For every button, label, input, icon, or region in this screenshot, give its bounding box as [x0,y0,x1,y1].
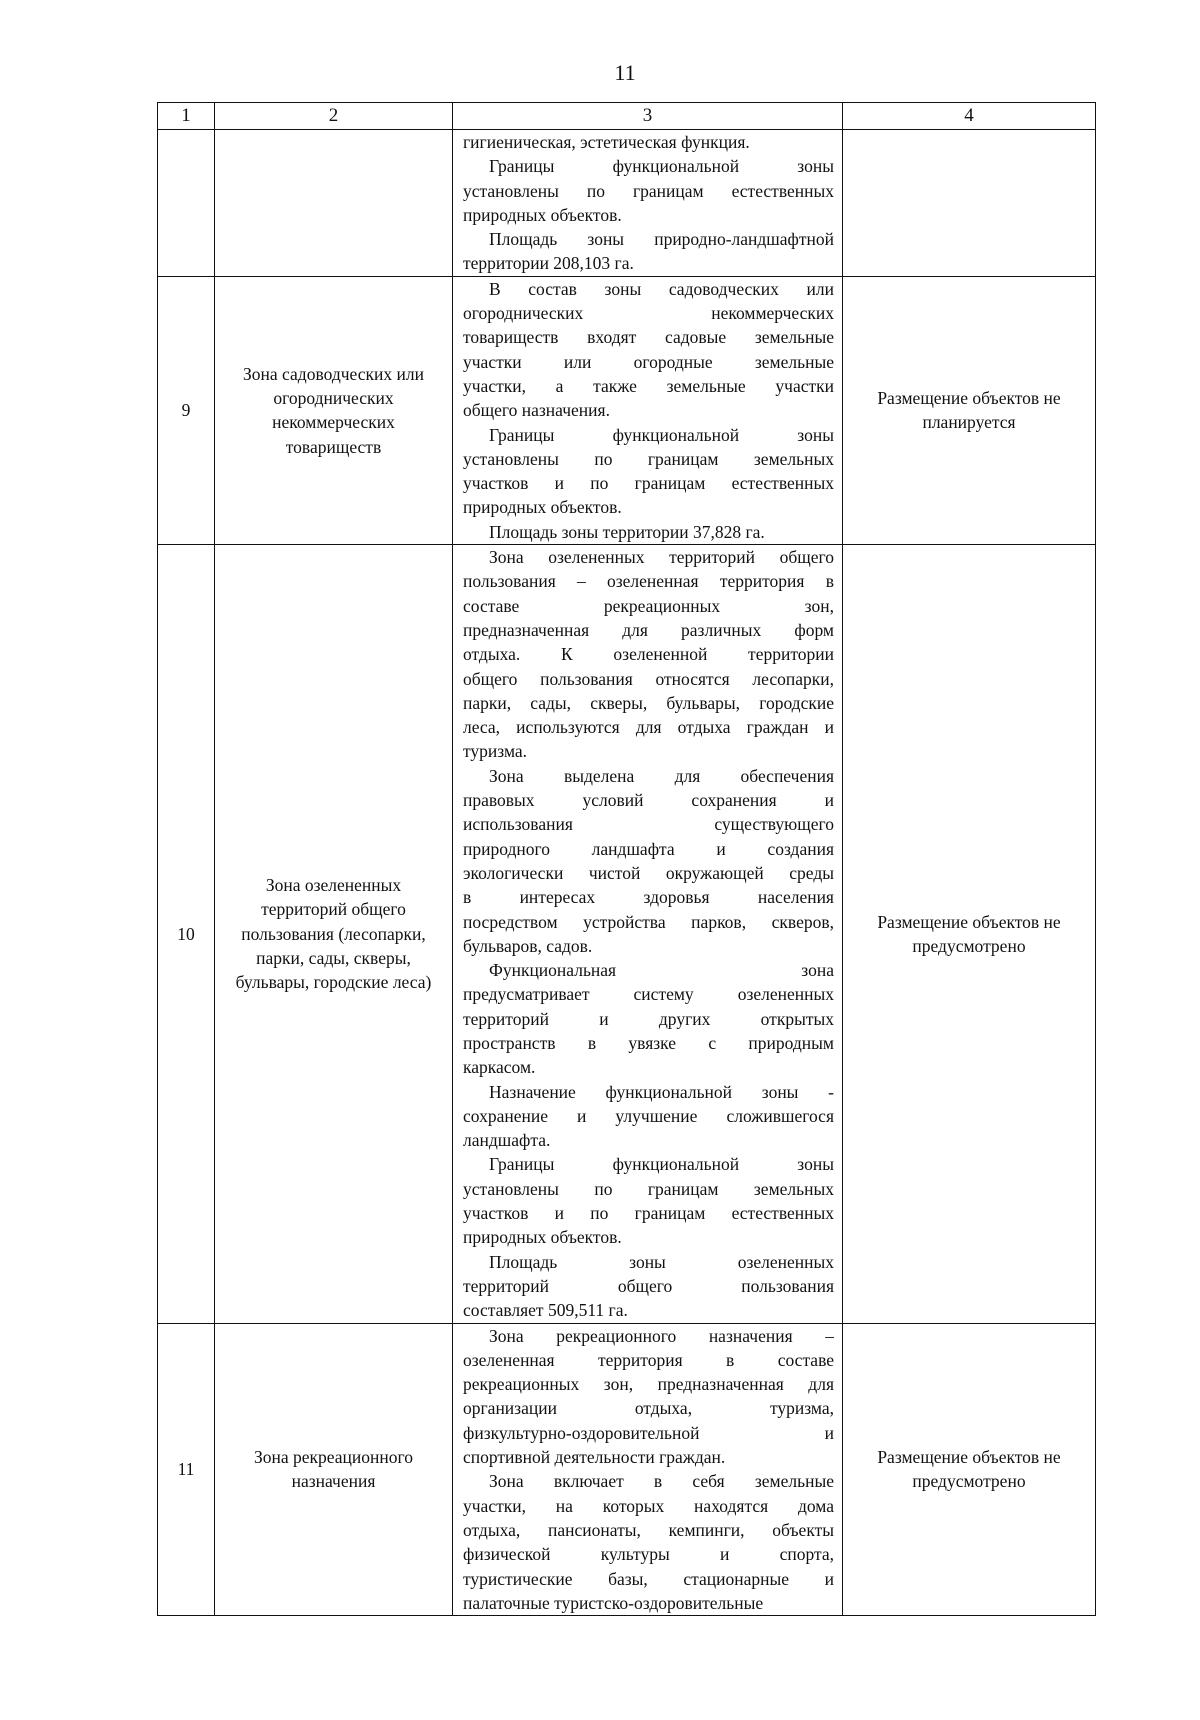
table-row [158,545,1096,1324]
description-line: участков и по границам естественных [463,1203,834,1224]
description-line: Зона рекреационного назначения – [489,1325,834,1346]
description-line: составляет 509,511 га. [463,1300,628,1321]
description-line: товариществ входят садовые земельные [463,327,834,348]
description-line: пространств в увязке с природным [463,1032,834,1053]
table-row [158,276,1096,544]
description-line: Площадь зоны озелененных [489,1251,834,1272]
description-line: В состав зоны садоводческих или [489,278,834,299]
column-header: 3 [453,103,843,130]
zones-table [157,102,1096,1616]
description-line: участков и по границам естественных [463,473,834,494]
zone-description [453,545,843,1324]
column-header: 4 [843,103,1096,130]
description-line: Площадь зоны природно-ландшафтной [489,229,834,250]
description-line: леса, используются для отдыха граждан и [463,717,834,738]
description-line: в интересах здоровья населения [463,887,834,908]
description-line: Границы функциональной зоны [489,1154,834,1175]
description-line: предусматривает систему озелененных [463,984,834,1005]
description-line: территорий общего пользования [463,1275,834,1296]
description-line: Границы функциональной зоны [489,156,834,177]
description-line: пользования – озелененная территория в [463,571,834,592]
description-line: общего назначения. [463,400,610,421]
description-line: составе рекреационных зон, [463,595,834,616]
description-line: установлены по границам земельных [463,448,834,469]
table-header-row [158,103,1096,130]
description-line: природного ландшафта и создания [463,838,834,859]
zone-description [453,276,843,544]
description-line: ландшафта. [463,1130,551,1151]
zone-name: Зона озелененных территорий общего пользования (лесопарки, парки, сады, скверы, бульвары, городские леса) [215,545,453,1324]
page-number: 11 [614,60,636,85]
description-line: туристические базы, стационарные и [463,1568,834,1589]
description-line: Границы функциональной зоны [489,424,834,445]
description-line: Функциональная зона [489,960,834,981]
description-line: использования существующего [463,814,834,835]
description-line: установлены по границам земельных [463,1178,834,1199]
description-line: гигиеническая, эстетическая функция. [463,132,750,152]
description-line: общего пользования относятся лесопарки, [463,668,834,689]
row-number [158,130,215,277]
description-line: предназначенная для различных форм [463,619,834,640]
description-line: Зона выделена для обеспечения [489,765,834,786]
description-line: Зона озелененных территорий общего [489,547,834,568]
description-line: отдыха, пансионаты, кемпинги, объекты [463,1519,834,1540]
placement: Размещение объектов не предусмотрено [843,545,1096,1324]
table-row [158,130,1096,277]
description-line: физической культуры и спорта, [463,1544,834,1565]
description-line: организации отдыха, туризма, [463,1398,834,1419]
row-number: 9 [158,276,215,544]
zone-name [215,130,453,277]
description-line: спортивной деятельности граждан. [463,1447,726,1468]
description-line: экологически чистой окружающей среды [463,862,834,883]
description-line: природных объектов. [463,204,622,225]
description-line: парки, сады, скверы, бульвары, городские [463,692,834,713]
description-line: Назначение функциональной зоны - [489,1081,834,1102]
placement: Размещение объектов не планируется [843,276,1096,544]
description-line: рекреационных зон, предназначенная для [463,1374,834,1395]
description-line: Зона включает в себя земельные [489,1471,834,1492]
description-line: огороднических некоммерческих [463,303,834,324]
zone-name: Зона рекреационного назначения [215,1323,453,1616]
row-number: 11 [158,1323,215,1616]
description-line: территории 208,103 га. [463,253,634,274]
description-line: природных объектов. [463,1227,622,1248]
description-line: бульваров, садов. [463,935,593,956]
description-line: участки или огородные земельные [463,351,834,372]
description-line: озелененная территория в составе [463,1349,834,1370]
description-line: природных объектов. [463,497,622,518]
description-line: участки, а также земельные участки [463,375,834,396]
column-header: 2 [215,103,453,130]
description-line: установлены по границам естественных [463,180,834,201]
description-line: каркасом. [463,1057,536,1078]
placement [843,130,1096,277]
description-line: участки, на которых находятся дома [463,1495,834,1516]
description-line: палаточные туристско-оздоровительные [463,1592,764,1613]
description-line: территорий и других открытых [463,1008,834,1029]
description-line: отдыха. К озелененной территории [463,644,834,665]
zone-description [453,130,843,277]
column-header: 1 [158,103,215,130]
table-row [158,1323,1096,1616]
zone-description [453,1323,843,1616]
description-line: правовых условий сохранения и [463,790,834,811]
description-line: сохранение и улучшение сложившегося [463,1105,834,1126]
description-line: Площадь зоны территории 37,828 га. [489,521,765,542]
row-number: 10 [158,545,215,1324]
placement: Размещение объектов не предусмотрено [843,1323,1096,1616]
zone-name: Зона садоводческих или огороднических некоммерческих товариществ [215,276,453,544]
description-line: посредством устройства парков, скверов, [463,911,834,932]
description-line: туризма. [463,741,528,762]
description-line: физкультурно-оздоровительной и [463,1422,834,1443]
